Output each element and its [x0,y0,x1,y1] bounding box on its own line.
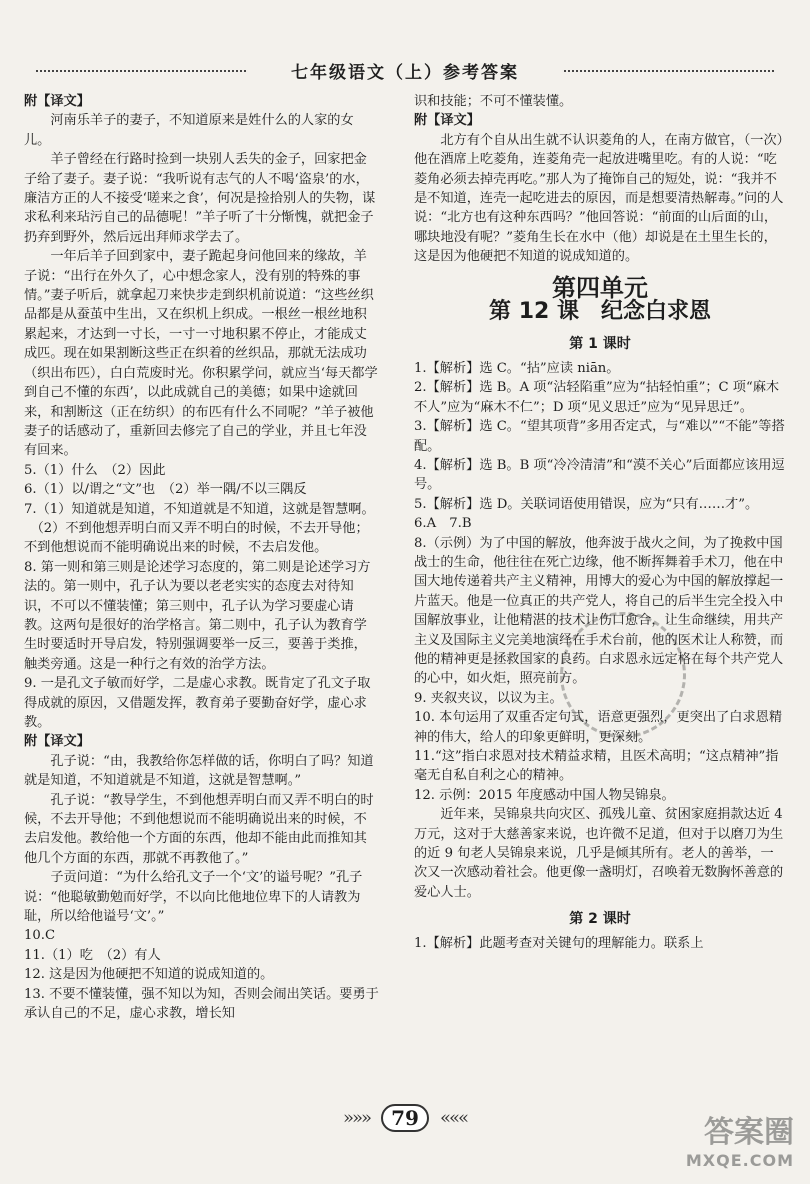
watermark-site: MXQE.COM [685,1151,794,1170]
translation-heading: 附【译文】 [414,113,480,129]
paragraph: 一年后羊子回到家中，妻子跪起身问他回来的缘故，羊子说：“出行在外久了，心中想念家人，没有别的特殊的事情。”妻子听后，就拿起刀来快步走到织机前说道：“这些丝织品都是从蚕茧中生出，又在织机上织成。一根丝一根丝地积累起来，才达到一寸长，一寸一寸地积累不停止，才能成丈成匹。现在如果割断这些正在织着的丝织品，那就无法成功（织出布匹），白白荒废时光。你积累学问，就应当‘每天都学到自己不懂的东西’，以此成就自己的美德；如果中途就回来，和割断这（正在纺织）的布匹有什么不同呢？”羊子被他妻子的话感动了，重新回去修完了自己的学业，并且七年没有回来。 [24,249,378,459]
answer-item: 10. 本句运用了双重否定句式，语意更强烈，更突出了白求恩精神的伟大，给人的印象更鲜明，更深刻。 [414,710,783,745]
answer-item: 7.（1）知道就是知道，不知道就是不知道，这就是智慧啊。 [24,501,375,517]
translation-heading: 附【译文】 [24,94,90,109]
answer-item: 9. 夹叙夹议，以议为主。 [414,690,563,706]
header-divider-right [564,70,774,72]
answer-item: （2）不到他想弄明白而又弄不明白的时候，不去开导他；不到他想说而不能明确说出来的时候，不去启发他。 [24,520,369,556]
answer-item: 12. 这是因为他硬把不知道的说成知道的。 [24,967,274,983]
answer-continuation: 识和技能；不可不懂装懂。 [414,94,573,109]
paragraph: 河南乐羊子的妻子，不知道原来是姓什么的人家的女儿。 [24,113,354,148]
answer-item: 5.【解析】选 D。关联词语使用错误，应为“只有……才”。 [414,496,759,512]
answer-item: 5.（1）什么 （2）因此 [24,462,166,478]
answer-item: 12. 示例：2015 年度感动中国人物吴锦泉。 [414,787,675,803]
answer-item: 8. 第一则和第三则是论述学习态度的，第二则是论述学习方法的。第一则中，孔子认为要以老老实实的态度去对待知识，不可以不懂装懂；第三则中，孔子认为学习要虚心请教。这两句是很好的治学格言。第二则中，孔子认为教育学生时要适时开导启发，特别强调要举一反三，要善于类推，触类旁通。这是一种行之有效的治学方法。 [24,559,371,672]
answer-item: 8.（示例）为了中国的解放，他奔波于战火之间，为了挽救中国战士的生命，他往往在死亡边缘，他不断挥舞着手术刀，他在中国大地传递着共产主义精神，用博大的爱心为中国的解放撑起一片蓝天。他是一位真正的共产党人，将自己的后半生完全投入中国解放事业，让他精湛的技术让伤口愈合，让生命继续，用共产主义及国际主义完美地演绎在手术台前，他的医术让人称赞，而他的精神更是拯救国家的良药。白求恩永远定格在每个共产党人的心中，如火炬，照亮前方。 [414,535,784,687]
watermark [686,1107,794,1170]
page-number: 79 [381,1104,429,1132]
answer-item: 2.【解析】选 B。A 项“沾轻陷重”应为“拈轻怕重”；C 项“麻木不人”应为“麻木不仁”；D 项“见义思迁”应为“见异思迁”。 [414,380,780,415]
translation-heading: 附【译文】 [24,734,90,750]
answer-item: 1.【解析】此题考查对关键句的理解能力。联系上 [414,935,704,951]
paragraph: 子贡问道：“为什么给孔文子一个‘文’的谥号呢？”孔子说：“他聪敏勤勉而好学，不以向比他地位卑下的人请教为耻，所以给他谥号‘文’。” [24,870,363,925]
watermark-logo: 答案圈 [704,1115,794,1150]
unit-title: 第四单元 [552,273,648,302]
header-title: 七年级语文（上）参考答案 [291,63,519,83]
answer-item: 11.“这”指白求恩对技术精益求精，且医术高明；“这点精神”指毫无自私自利之心的精神。 [414,749,779,784]
paragraph: 孔子说：“教导学生，不到他想弄明白而又弄不明白的时候，不去开导他；不到他想说而不能明确说出来的时候，不去启发他。教给他一个方面的东西，他却不能由此而推知其他几个方面的东西，那就不再教他了。” [24,792,374,866]
period-heading: 第 2 课时 [569,911,631,928]
paragraph: 近年来，吴锦泉共向灾区、孤残儿童、贫困家庭捐款达近 4 万元，这对于大慈善家来说，也许微不足道，但对于以磨刀为生的近 9 旬老人吴锦泉来说，几乎是倾其所有。老人的善举，一次又一次感动着社会。他更像一盏明灯，召唤着无数胸怀善意的爱心人士。 [414,807,787,900]
period-heading: 第 1 课时 [569,336,631,353]
page-header [36,56,774,84]
answer-item: 11.（1）吃 （2）有人 [24,947,161,963]
lesson-title: 第 12 课 纪念白求恩 [489,299,711,325]
paragraph: 孔子说：“由，我教给你怎样做的话，你明白了吗？知道就是知道，不知道就是不知道，这就是智慧啊。” [24,753,374,789]
left-column [24,92,379,1024]
right-column [414,92,786,953]
answer-item: 4.【解析】选 B。B 项“冷冷清清”和“漠不关心”后面都应该用逗号。 [414,457,785,493]
paragraph: 羊子曾经在行路时捡到一块别人丢失的金子，回家把金子给了妻子。妻子说：“我听说有志气的人不喝‘盗泉’的水，廉洁方正的人不接受‘嗟来之食’，何况是捡拾别人的失物，谋求私利来玷污自己的品德呢！”羊子听了十分惭愧，就把金子扔弃到野外，然后远出拜师求学去了。 [24,152,376,245]
double-chevron-right-icon: »»» [342,1107,370,1129]
double-chevron-left-icon: ««« [440,1107,468,1129]
answer-item: 13. 不要不懂装懂，强不知以为知，否则会闹出笑话。要勇于承认自己的不足，虚心求教，增长知 [24,986,379,1022]
paragraph: 北方有个自从出生就不认识菱角的人，在南方做官，（一次）他在酒席上吃菱角，连菱角壳一起放进嘴里吃。有的人说：“吃菱角必须去掉壳再吃。”那人为了掩饰自己的短处，说：“我并不是不知道，连壳一起吃进去的原因，而是想要清热解毒。”问的人说：“北方也有这种东西吗？”他回答说：“前面的山后面的山，哪块地没有呢？”菱角生长在水中（他）却说是在土里生长的，这是因为他硬把不知道的说成知道的。 [414,132,784,265]
answer-item: 6.A 7.B [414,516,472,532]
answer-item: 10.C [24,928,56,944]
answer-item: 3.【解析】选 C。“望其项背”多用否定式，与“难以”“不能”等搭配。 [414,419,785,454]
answer-item: 1.【解析】选 C。“拈”应读 niān。 [414,360,620,376]
answer-item: 9. 一是孔文子敏而好学，二是虚心求教。既肯定了孔文子取得成就的原因，又借题发挥，教育弟子要勤奋好学，虚心求教。 [24,676,371,730]
answer-item: 6.（1）以/谓之“文”也 （2）举一隅/不以三隅反 [24,482,307,498]
